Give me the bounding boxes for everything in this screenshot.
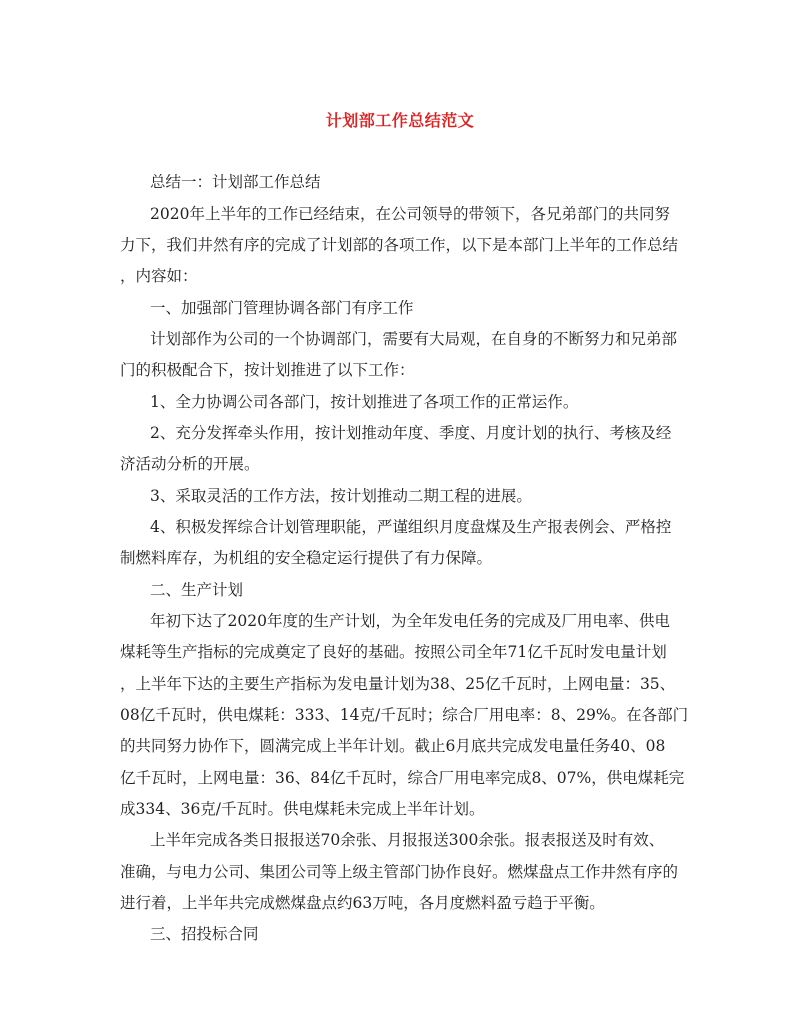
document-title: 计划部工作总结范文 — [325, 111, 475, 130]
list-item: 4、积极发挥综合计划管理职能，严谨组织月度盘煤及生产报表例会、严格控 — [150, 518, 672, 536]
section-heading: 一、加强部门管理协调各部门有序工作 — [150, 299, 414, 317]
paragraph-line: 计划部作为公司的一个协调部门，需要有大局观，在自身的不断努力和兄弟部 — [150, 330, 678, 348]
paragraph-line: 的共同努力协作下，圆满完成上半年计划。截止6月底共完成发电量任务40、08 — [120, 737, 666, 755]
paragraph-line: 准确，与电力公司、集团公司等上级主管部门协作良好。燃煤盘点工作井然有序的 — [120, 863, 679, 881]
paragraph-line: 煤耗等生产指标的完成奠定了良好的基础。按照公司全年71亿千瓦时发电量计划 — [120, 643, 667, 661]
paragraph-line: 上半年完成各类日报报送70余张、月报报送300余张。报表报送及时有效、 — [150, 831, 665, 849]
paragraph-line: ，上半年下达的主要生产指标为发电量计划为38、25亿千瓦时，上网电量：35、 — [120, 675, 676, 693]
section-heading: 三、招投标合同 — [150, 925, 259, 943]
paragraph-line: 进行着，上半年共完成燃煤盘点约63万吨，各月度燃料盈亏趋于平衡。 — [120, 894, 605, 912]
list-item-continuation: 制燃料库存，为机组的安全稳定运行提供了有力保障。 — [120, 549, 493, 567]
paragraph-line: 年初下达了2020年度的生产计划，为全年发电任务的完成及厂用电率、供电 — [150, 612, 670, 630]
paragraph-line: 门的积极配合下，按计划推进了以下工作： — [120, 361, 415, 379]
list-item: 2、充分发挥牵头作用，按计划推动年度、季度、月度计划的执行、考核及经 — [150, 424, 672, 442]
list-item-continuation: 济活动分析的开展。 — [120, 455, 260, 473]
paragraph-line: 亿千瓦时，上网电量：36、84亿千瓦时，综合厂用电率完成8、07%，供电煤耗完 — [120, 769, 685, 787]
section-heading: 二、生产计划 — [150, 581, 244, 599]
paragraph-line: ，内容如： — [120, 267, 198, 285]
paragraph-line: 08亿千瓦时，供电煤耗：333、14克/千瓦时；综合厂用电率：8、29%。在各部门 — [120, 706, 689, 724]
paragraph-line: 成334、36克/千瓦时。供电煤耗未完成上半年计划。 — [120, 800, 485, 818]
list-item: 1、全力协调公司各部门，按计划推进了各项工作的正常运作。 — [150, 393, 579, 411]
list-item: 3、采取灵活的工作方法，按计划推动二期工程的进展。 — [150, 487, 532, 505]
paragraph-line: 2020年上半年的工作已经结束，在公司领导的带领下，各兄弟部门的共同努 — [150, 205, 670, 223]
paragraph-line: 力下，我们井然有序的完成了计划部的各项工作，以下是本部门上半年的工作总结 — [120, 236, 679, 254]
section-heading: 总结一：计划部工作总结 — [150, 173, 321, 191]
